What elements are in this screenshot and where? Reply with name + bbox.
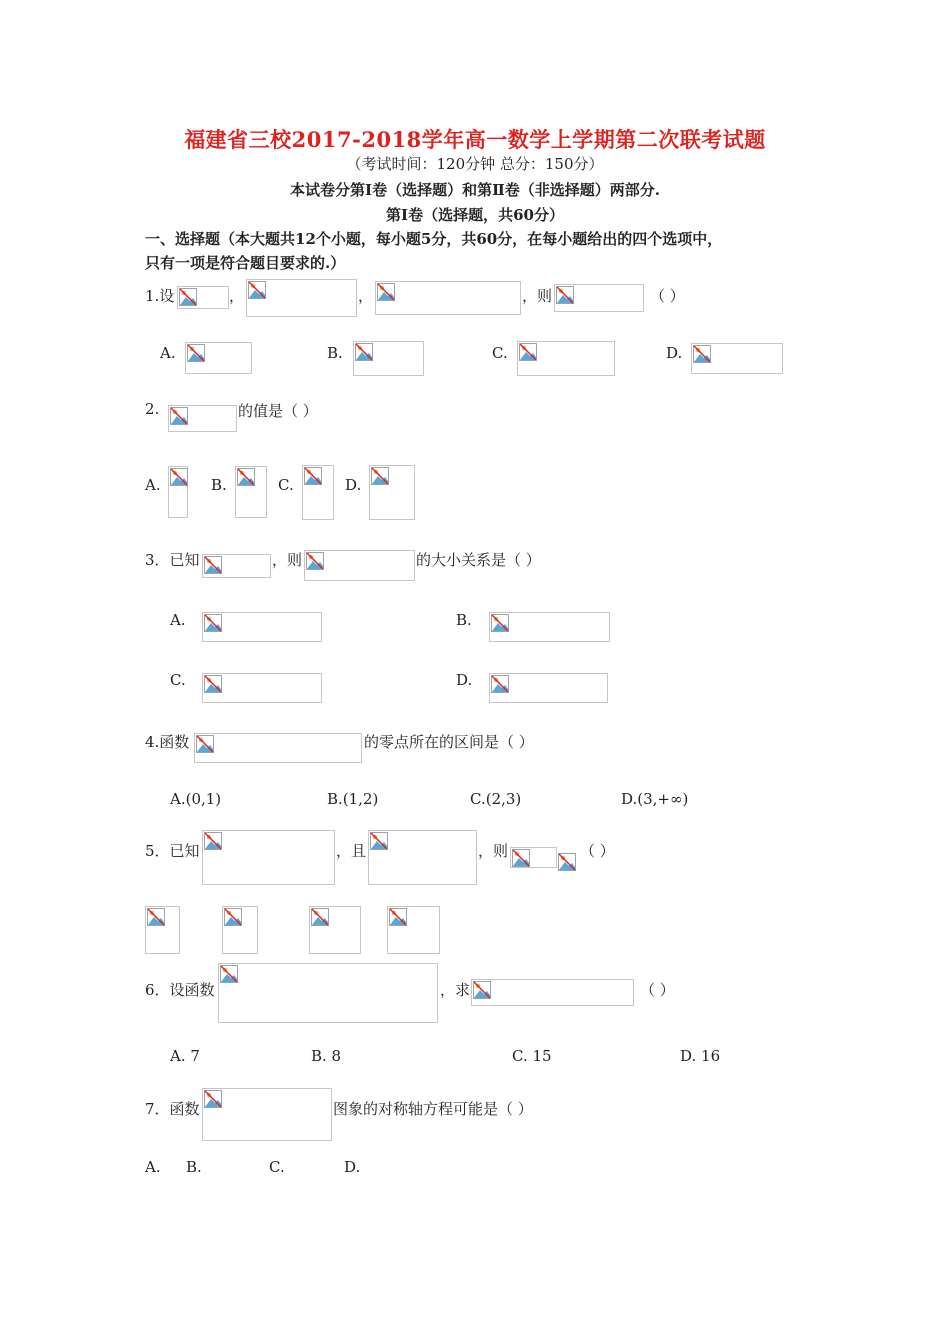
- q1-option-d-label: D.: [666, 344, 683, 362]
- q4-option-b: B.(1,2): [327, 790, 379, 808]
- broken-image-icon: [554, 284, 644, 312]
- q1-option-b-label: B.: [327, 344, 343, 362]
- q5-lead: 5．已知: [145, 842, 200, 860]
- q3-lead: 3．已知: [145, 551, 200, 569]
- q2-question-text: 的值是（ ）: [238, 402, 318, 420]
- q7-option-b-label: B.: [186, 1158, 202, 1176]
- q1-comma-1: ，: [229, 287, 245, 305]
- broken-image-icon: [368, 830, 477, 885]
- q3-question-text: 的大小关系是（ ）: [416, 551, 541, 569]
- q1-option-c-label: C.: [492, 344, 508, 362]
- q3-option-c-label: C.: [170, 671, 186, 689]
- broken-image-icon: [471, 979, 634, 1006]
- q6-ask: ，求: [440, 981, 471, 999]
- broken-image-icon: [177, 286, 229, 309]
- broken-image-icon: [202, 1088, 332, 1141]
- broken-image-icon: [202, 830, 335, 885]
- exam-info: （考试时间：120分钟 总分：150分）: [346, 155, 604, 173]
- q7-question-text: 图象的对称轴方程可能是（ ）: [333, 1100, 533, 1118]
- q2-lead: 2.: [145, 400, 160, 418]
- q4-option-d: D.(3,+∞): [621, 790, 689, 808]
- q4-option-a: A.(0,1): [170, 790, 222, 808]
- q1-comma-2: ，: [358, 287, 374, 305]
- part1-heading: 第Ⅰ卷（选择题，共60分）: [386, 206, 564, 224]
- q5-then: ，则: [478, 842, 509, 860]
- broken-image-icon: [202, 554, 271, 578]
- q6-option-d: D. 16: [680, 1047, 721, 1065]
- q7-lead: 7．函数: [145, 1100, 200, 1118]
- page-title: 福建省三校2017-2018学年高一数学上学期第二次联考试题: [184, 127, 766, 152]
- broken-image-icon: [489, 612, 610, 642]
- q2-option-d-label: D.: [345, 476, 362, 494]
- q5-answer-paren: （ ）: [580, 842, 615, 860]
- broken-image-icon: [202, 673, 322, 703]
- broken-image-icon: [387, 906, 440, 954]
- q5-and: ，且: [336, 842, 367, 860]
- broken-image-icon: [489, 673, 608, 703]
- q6-answer-paren: （ ）: [640, 981, 675, 999]
- section1-instructions-line1: 一、选择题（本大题共12个小题，每小题5分，共60分，在每小题给出的四个选项中，: [145, 230, 723, 248]
- q1-option-a-label: A.: [160, 344, 176, 362]
- broken-image-icon: [557, 852, 573, 866]
- q2-option-b-label: B.: [211, 476, 227, 494]
- broken-image-icon: [353, 341, 424, 376]
- q4-option-c: C.(2,3): [470, 790, 522, 808]
- q7-option-a-label: A.: [145, 1158, 161, 1176]
- q6-option-a: A. 7: [170, 1047, 200, 1065]
- broken-image-icon: [185, 342, 252, 374]
- q1-answer-paren: （ ）: [650, 287, 685, 305]
- broken-image-icon: [304, 550, 415, 581]
- q2-option-a-label: A.: [145, 476, 161, 494]
- broken-image-icon: [145, 906, 180, 954]
- intro-text: 本试卷分第Ⅰ卷（选择题）和第Ⅱ卷（非选择题）两部分.: [290, 181, 660, 199]
- q2-option-c-label: C.: [278, 476, 294, 494]
- q7-option-c-label: C.: [269, 1158, 285, 1176]
- broken-image-icon: [302, 465, 334, 520]
- q3-option-a-label: A.: [170, 611, 186, 629]
- q1-then: ，则: [522, 287, 553, 305]
- q7-option-d-label: D.: [344, 1158, 361, 1176]
- broken-image-icon: [235, 466, 267, 518]
- q3-then: ，则: [272, 551, 303, 569]
- broken-image-icon: [375, 281, 521, 315]
- broken-image-icon: [194, 733, 362, 763]
- broken-image-icon: [369, 465, 415, 520]
- broken-image-icon: [222, 906, 258, 954]
- q4-lead: 4.函数: [145, 733, 190, 751]
- broken-image-icon: [218, 963, 438, 1023]
- q3-option-d-label: D.: [456, 671, 473, 689]
- broken-image-icon: [168, 466, 188, 518]
- q3-option-b-label: B.: [456, 611, 472, 629]
- broken-image-icon: [246, 279, 357, 317]
- q6-lead: 6．设函数: [145, 981, 215, 999]
- broken-image-icon: [517, 341, 615, 376]
- broken-image-icon: [691, 343, 783, 374]
- q4-question-text: 的零点所在的区间是（ ）: [364, 733, 534, 751]
- q6-option-b: B. 8: [311, 1047, 342, 1065]
- q6-option-c: C. 15: [512, 1047, 552, 1065]
- section1-instructions-line2: 只有一项是符合题目要求的.）: [145, 254, 346, 272]
- broken-image-icon: [168, 405, 237, 432]
- q1-lead: 1.设: [145, 287, 175, 305]
- broken-image-icon: [309, 906, 361, 954]
- broken-image-icon: [202, 612, 322, 642]
- broken-image-icon: [510, 847, 557, 868]
